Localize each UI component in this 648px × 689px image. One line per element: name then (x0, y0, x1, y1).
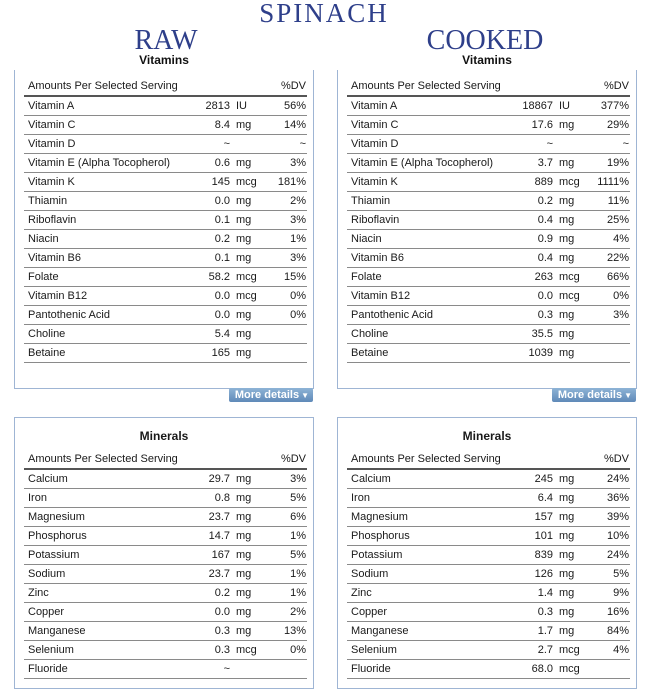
nutrient-dv: 5% (270, 489, 307, 508)
nutrient-value: 0.3 (501, 306, 553, 325)
table-row (24, 249, 307, 268)
nutrient-name: Vitamin K (347, 173, 501, 192)
nutrient-unit (230, 135, 270, 154)
nutrient-unit: mg (230, 546, 270, 565)
cooked-minerals-table (347, 449, 630, 679)
nutrient-unit: mg (230, 192, 270, 211)
table-row (347, 173, 630, 192)
nutrient-value: 0.0 (501, 287, 553, 306)
nutrient-value: 263 (501, 268, 553, 287)
nutrient-dv: 377% (593, 96, 630, 116)
column-header-amount: Amounts Per Selected Serving (24, 76, 270, 96)
nutrient-unit: mg (553, 230, 593, 249)
table-row (347, 508, 630, 527)
nutrient-dv: 5% (593, 565, 630, 584)
nutrient-name: Potassium (24, 546, 178, 565)
nutrient-dv: 3% (270, 469, 307, 489)
nutrient-dv: 22% (593, 249, 630, 268)
nutrient-unit: mg (230, 325, 270, 344)
table-row (24, 546, 307, 565)
nutrient-dv: 2% (270, 603, 307, 622)
nutrient-dv: 13% (270, 622, 307, 641)
nutrient-dv (270, 325, 307, 344)
nutrient-unit: mg (553, 527, 593, 546)
nutrient-name: Fluoride (347, 660, 501, 679)
table-row (24, 230, 307, 249)
nutrient-dv: 0% (593, 287, 630, 306)
nutrient-unit (230, 660, 270, 679)
nutrient-name: Copper (347, 603, 501, 622)
nutrient-name: Folate (347, 268, 501, 287)
nutrient-unit: mg (553, 154, 593, 173)
nutrient-dv: 15% (270, 268, 307, 287)
nutrient-value: 0.9 (501, 230, 553, 249)
table-row (24, 306, 307, 325)
table-row (347, 469, 630, 489)
nutrient-unit: mcg (553, 268, 593, 287)
column-header-dv: %DV (593, 449, 630, 469)
nutrient-unit: mg (230, 489, 270, 508)
table-row (24, 325, 307, 344)
nutrient-value: 18867 (501, 96, 553, 116)
nutrient-unit: mg (553, 325, 593, 344)
nutrient-value: 101 (501, 527, 553, 546)
nutrient-dv: 3% (270, 154, 307, 173)
nutrient-value: 889 (501, 173, 553, 192)
column-header-amount: Amounts Per Selected Serving (347, 76, 593, 96)
nutrient-value: 58.2 (178, 268, 230, 287)
table-row (24, 565, 307, 584)
nutrient-name: Vitamin D (24, 135, 178, 154)
nutrient-value: 8.4 (178, 116, 230, 135)
table-row (347, 287, 630, 306)
nutrient-dv: 19% (593, 154, 630, 173)
nutrient-dv: 56% (270, 96, 307, 116)
nutrient-name: Niacin (24, 230, 178, 249)
nutrient-value: 0.3 (178, 641, 230, 660)
nutrient-value: 17.6 (501, 116, 553, 135)
column-header-amount: Amounts Per Selected Serving (24, 449, 270, 469)
cooked-more-details-button[interactable] (552, 388, 636, 402)
nutrient-name: Calcium (347, 469, 501, 489)
nutrient-dv (270, 344, 307, 363)
nutrient-unit: mcg (553, 641, 593, 660)
nutrient-name: Sodium (24, 565, 178, 584)
nutrient-unit: mg (553, 565, 593, 584)
table-row (24, 603, 307, 622)
nutrient-name: Magnesium (347, 508, 501, 527)
table-row (347, 344, 630, 363)
nutrient-dv: 1% (270, 565, 307, 584)
nutrient-value: 29.7 (178, 469, 230, 489)
nutrient-value: ~ (178, 135, 230, 154)
nutrient-unit: mg (230, 116, 270, 135)
nutrient-dv: 14% (270, 116, 307, 135)
nutrient-name: Thiamin (24, 192, 178, 211)
raw-more-details-button[interactable] (229, 388, 313, 402)
nutrient-value: 0.4 (501, 211, 553, 230)
table-row (347, 249, 630, 268)
table-header-row (24, 449, 307, 469)
cooked-vitamins-table (347, 76, 630, 363)
nutrient-value: 0.6 (178, 154, 230, 173)
nutrient-dv (593, 660, 630, 679)
table-header-row (24, 76, 307, 96)
nutrient-value: 0.3 (501, 603, 553, 622)
nutrient-value: 23.7 (178, 565, 230, 584)
raw-heading: RAW (134, 25, 198, 56)
nutrient-unit (553, 135, 593, 154)
nutrient-name: Vitamin C (347, 116, 501, 135)
cooked-minerals-panel (337, 417, 637, 689)
nutrient-name: Pantothenic Acid (347, 306, 501, 325)
nutrient-name: Zinc (347, 584, 501, 603)
nutrient-value: ~ (501, 135, 553, 154)
table-row (24, 527, 307, 546)
table-row (347, 116, 630, 135)
nutrient-name: Selenium (24, 641, 178, 660)
nutrient-name: Zinc (24, 584, 178, 603)
nutrient-dv: 6% (270, 508, 307, 527)
nutrient-value: 5.4 (178, 325, 230, 344)
table-row (347, 306, 630, 325)
table-row (347, 641, 630, 660)
nutrient-dv (593, 325, 630, 344)
raw-vitamins-label: Vitamins (139, 53, 189, 67)
table-row (347, 565, 630, 584)
nutrient-unit: mg (553, 192, 593, 211)
nutrient-unit: mcg (230, 173, 270, 192)
nutrient-unit: mcg (230, 287, 270, 306)
table-row (347, 603, 630, 622)
nutrient-unit: mg (553, 546, 593, 565)
nutrient-unit: IU (553, 96, 593, 116)
table-row (347, 584, 630, 603)
nutrient-unit: mg (230, 469, 270, 489)
table-row (347, 660, 630, 679)
nutrient-value: 68.0 (501, 660, 553, 679)
nutrient-value: 0.2 (178, 230, 230, 249)
nutrient-dv: 1% (270, 527, 307, 546)
nutrient-unit: mg (553, 622, 593, 641)
nutrient-unit: mg (230, 603, 270, 622)
nutrient-unit: mg (553, 584, 593, 603)
nutrient-name: Riboflavin (24, 211, 178, 230)
raw-more-details-label: More details (234, 389, 300, 401)
nutrient-dv: 25% (593, 211, 630, 230)
nutrient-name: Vitamin B12 (347, 287, 501, 306)
nutrient-value: 23.7 (178, 508, 230, 527)
nutrient-value: 0.1 (178, 211, 230, 230)
nutrient-unit: mg (230, 154, 270, 173)
nutrient-name: Riboflavin (347, 211, 501, 230)
nutrient-name: Iron (24, 489, 178, 508)
nutrient-name: Vitamin K (24, 173, 178, 192)
nutrient-unit: mg (553, 603, 593, 622)
table-row (24, 135, 307, 154)
nutrient-dv: 84% (593, 622, 630, 641)
nutrient-value: 0.0 (178, 306, 230, 325)
page-title: SPINACH (259, 0, 389, 28)
nutrient-name: Iron (347, 489, 501, 508)
table-row (347, 622, 630, 641)
nutrient-dv: ~ (593, 135, 630, 154)
cooked-heading: COOKED (426, 25, 544, 56)
cooked-more-details-label: More details (557, 389, 623, 401)
nutrient-value: 2.7 (501, 641, 553, 660)
nutrient-value: 0.0 (178, 287, 230, 306)
table-row (24, 211, 307, 230)
nutrient-name: Phosphorus (24, 527, 178, 546)
nutrient-unit: mcg (230, 268, 270, 287)
nutrient-name: Calcium (24, 469, 178, 489)
nutrient-dv: 16% (593, 603, 630, 622)
nutrient-value: 145 (178, 173, 230, 192)
table-row (347, 546, 630, 565)
nutrient-name: Vitamin B12 (24, 287, 178, 306)
nutrient-unit: mg (230, 249, 270, 268)
nutrient-unit: mg (553, 249, 593, 268)
nutrient-unit: mg (230, 527, 270, 546)
nutrient-dv: 10% (593, 527, 630, 546)
nutrient-name: Manganese (347, 622, 501, 641)
nutrient-dv: 1% (270, 584, 307, 603)
table-row (347, 96, 630, 116)
cooked-minerals-title: Minerals (462, 429, 512, 443)
table-row (24, 268, 307, 287)
nutrient-unit: mcg (553, 660, 593, 679)
column-header-dv: %DV (270, 76, 307, 96)
nutrient-dv: 24% (593, 546, 630, 565)
nutrient-value: 6.4 (501, 489, 553, 508)
nutrient-dv: 1111% (593, 173, 630, 192)
table-row (24, 584, 307, 603)
nutrient-unit: mg (230, 622, 270, 641)
nutrient-value: 0.2 (178, 584, 230, 603)
nutrient-dv: 9% (593, 584, 630, 603)
table-row (24, 508, 307, 527)
column-header-dv: %DV (593, 76, 630, 96)
nutrient-dv (593, 344, 630, 363)
nutrient-name: Vitamin D (347, 135, 501, 154)
nutrient-unit: mg (553, 306, 593, 325)
nutrient-dv (270, 660, 307, 679)
nutrient-value: 126 (501, 565, 553, 584)
nutrient-value: 2813 (178, 96, 230, 116)
table-row (24, 173, 307, 192)
nutrient-unit: mg (553, 344, 593, 363)
nutrient-name: Vitamin B6 (347, 249, 501, 268)
nutrient-unit: IU (230, 96, 270, 116)
table-row (24, 344, 307, 363)
nutrient-value: 167 (178, 546, 230, 565)
nutrient-name: Vitamin E (Alpha Tocopherol) (347, 154, 501, 173)
nutrient-dv: 3% (270, 249, 307, 268)
nutrient-value: 14.7 (178, 527, 230, 546)
nutrient-value: 3.7 (501, 154, 553, 173)
nutrient-name: Folate (24, 268, 178, 287)
nutrient-name: Betaine (347, 344, 501, 363)
nutrient-value: 839 (501, 546, 553, 565)
nutrient-unit: mg (553, 508, 593, 527)
nutrient-value: 0.0 (178, 192, 230, 211)
nutrient-value: 0.8 (178, 489, 230, 508)
nutrient-unit: mg (553, 116, 593, 135)
nutrient-dv: 0% (270, 287, 307, 306)
nutrient-value: 1039 (501, 344, 553, 363)
nutrient-dv: 0% (270, 641, 307, 660)
table-row (24, 489, 307, 508)
nutrient-name: Sodium (347, 565, 501, 584)
table-row (24, 660, 307, 679)
nutrient-name: Choline (347, 325, 501, 344)
nutrient-value: 0.1 (178, 249, 230, 268)
nutrient-dv: 2% (270, 192, 307, 211)
raw-minerals-title: Minerals (139, 429, 189, 443)
nutrient-name: Manganese (24, 622, 178, 641)
nutrient-value: 0.2 (501, 192, 553, 211)
nutrient-unit: mg (230, 344, 270, 363)
nutrient-unit: mcg (553, 173, 593, 192)
nutrient-unit: mg (230, 230, 270, 249)
nutrient-name: Copper (24, 603, 178, 622)
nutrient-value: 245 (501, 469, 553, 489)
cooked-vitamins-label: Vitamins (462, 53, 512, 67)
table-row (24, 154, 307, 173)
table-header-row (347, 76, 630, 96)
table-row (347, 211, 630, 230)
nutrient-dv: 11% (593, 192, 630, 211)
nutrient-name: Choline (24, 325, 178, 344)
nutrient-dv: 39% (593, 508, 630, 527)
table-row (24, 192, 307, 211)
table-row (347, 154, 630, 173)
nutrient-name: Phosphorus (347, 527, 501, 546)
chevron-down-icon: ▼ (624, 391, 632, 400)
nutrient-value: 157 (501, 508, 553, 527)
nutrient-name: Potassium (347, 546, 501, 565)
table-row (347, 268, 630, 287)
nutrient-name: Selenium (347, 641, 501, 660)
nutrient-dv: 1% (270, 230, 307, 249)
table-row (24, 641, 307, 660)
table-row (347, 489, 630, 508)
column-header-dv: %DV (270, 449, 307, 469)
nutrient-dv: 3% (593, 306, 630, 325)
nutrient-value: 0.3 (178, 622, 230, 641)
nutrient-dv: ~ (270, 135, 307, 154)
table-row (347, 192, 630, 211)
nutrient-name: Vitamin B6 (24, 249, 178, 268)
nutrient-value: 35.5 (501, 325, 553, 344)
nutrient-dv: 66% (593, 268, 630, 287)
nutrient-dv: 29% (593, 116, 630, 135)
nutrient-value: 0.4 (501, 249, 553, 268)
nutrient-unit: mcg (230, 641, 270, 660)
nutrient-name: Niacin (347, 230, 501, 249)
nutrient-name: Magnesium (24, 508, 178, 527)
nutrient-unit: mg (553, 211, 593, 230)
nutrient-unit: mg (230, 508, 270, 527)
table-row (24, 622, 307, 641)
nutrient-dv: 5% (270, 546, 307, 565)
table-row (24, 287, 307, 306)
nutrient-name: Vitamin A (24, 96, 178, 116)
nutrient-unit: mg (230, 211, 270, 230)
nutrient-dv: 3% (270, 211, 307, 230)
nutrient-name: Betaine (24, 344, 178, 363)
nutrient-dv: 36% (593, 489, 630, 508)
chevron-down-icon: ▼ (301, 391, 309, 400)
raw-minerals-panel (14, 417, 314, 689)
nutrient-name: Fluoride (24, 660, 178, 679)
table-row (24, 96, 307, 116)
nutrient-value: 1.7 (501, 622, 553, 641)
nutrient-dv: 181% (270, 173, 307, 192)
nutrient-name: Vitamin E (Alpha Tocopherol) (24, 154, 178, 173)
nutrient-value: 165 (178, 344, 230, 363)
nutrient-dv: 4% (593, 641, 630, 660)
table-header-row (347, 449, 630, 469)
nutrient-value: 1.4 (501, 584, 553, 603)
table-row (347, 325, 630, 344)
nutrient-value: 0.0 (178, 603, 230, 622)
nutrient-name: Vitamin A (347, 96, 501, 116)
table-row (347, 230, 630, 249)
column-header-amount: Amounts Per Selected Serving (347, 449, 593, 469)
nutrient-unit: mg (230, 306, 270, 325)
nutrient-name: Pantothenic Acid (24, 306, 178, 325)
nutrient-unit: mg (230, 565, 270, 584)
table-row (347, 135, 630, 154)
nutrient-unit: mg (553, 489, 593, 508)
nutrient-name: Vitamin C (24, 116, 178, 135)
nutrient-name: Thiamin (347, 192, 501, 211)
nutrient-value: ~ (178, 660, 230, 679)
nutrient-dv: 0% (270, 306, 307, 325)
table-row (24, 116, 307, 135)
nutrient-unit: mg (553, 469, 593, 489)
raw-vitamins-table (24, 76, 307, 363)
nutrient-unit: mg (230, 584, 270, 603)
cooked-vitamins-panel (337, 70, 637, 401)
nutrient-unit: mcg (553, 287, 593, 306)
raw-minerals-table (24, 449, 307, 679)
nutrient-dv: 24% (593, 469, 630, 489)
table-row (347, 527, 630, 546)
table-row (24, 469, 307, 489)
nutrient-dv: 4% (593, 230, 630, 249)
raw-vitamins-panel (14, 70, 314, 401)
